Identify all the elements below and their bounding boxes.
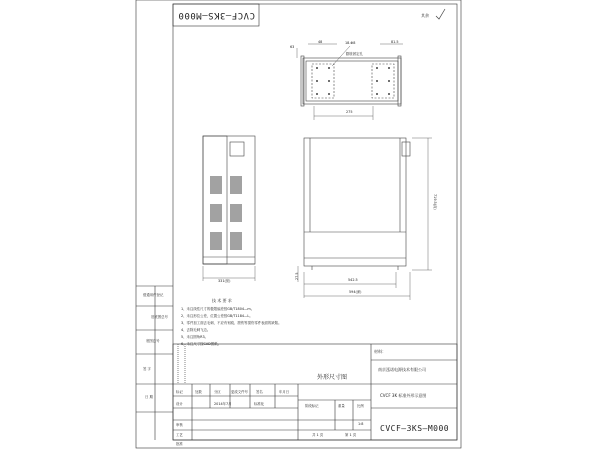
top-dim-275: 275 [346,110,353,114]
left-strip-0: 借通用件登记 [143,293,164,297]
tech-req-line-3: 4、去除毛刺飞边。 [181,328,211,332]
top-dim-holes: 18-Φ8 [345,41,356,45]
left-strip-3: 签 字 [143,367,151,371]
date-row-2: 2014年7月 [214,402,232,406]
sheet-number: 第 1 页 [345,433,357,437]
front-vents [210,176,242,250]
row-label-1: 工艺 [176,433,183,437]
front-width-dim: 331(宽) [218,279,231,283]
top-code-label: CVCF—3KS—M000 [178,10,255,20]
left-strip-4: 日 期 [145,395,153,399]
top-dim-48: 48 [318,40,323,44]
tech-req-line-0: 1、未注线性尺寸的极限偏差按GB/T1804—m。 [181,307,255,311]
header-0: 标记 [176,390,183,394]
side-depth-dim: 594(深) [349,290,362,294]
stage-label-0: 阶段标记 [305,404,319,408]
top-dim-81-5: 81.5 [391,40,399,44]
scale-value: 1:8 [358,422,364,426]
side-dim-542-5: 542.5 [348,278,358,282]
drawing-code: CVCF—3KS—M000 [380,424,450,433]
tech-req-line-2: 3、零件加工面去毛刺、不应有划痕、擦伤等损伤零件表面的缺陷。 [181,321,282,325]
company-name: 南京泓诺电源技术有限公司 [378,367,426,372]
stage-label-2: 比例 [357,404,364,408]
sheet-total: 共 1 页 [312,433,324,437]
stage-label-1: 重量 [338,404,345,408]
header-4: 签名 [256,390,263,394]
drawing-name: 外形尺寸图 [317,374,348,381]
surface-mark-label: 其余 [421,13,429,18]
left-strip-1: 旧底图总号 [151,315,168,319]
tech-req-line-1: 2、未注形位公差，位置公差按GB/T1184—L。 [181,314,253,318]
tech-req-line-4: 5、未注圆角R3。 [181,335,209,339]
left-strip-2: 底图总号 [146,339,160,343]
top-view-holes [316,67,390,95]
header-2: 分区 [214,390,221,394]
row-label-2: 批准 [176,442,183,446]
header-3: 更改文件号 [231,390,248,394]
row-label-0: 审核 [176,423,183,427]
top-hole-note: 膨胀固定孔 [346,52,363,56]
date-row-3: 标准化 [254,402,265,406]
side-base-dim: 27.5 [295,272,299,280]
material-header: 材料： [374,349,386,354]
side-height-dim: 719.5(高) [433,194,437,210]
tech-req-title: 技 术 要 求 [212,298,232,303]
header-5: 年月日 [279,390,290,394]
top-dim-63: 63 [290,45,295,49]
date-row-0: 设计 [176,402,183,406]
header-1: 处数 [195,390,202,394]
product-title: CVCF 3K 标准外形示意图 [380,393,427,398]
tech-req-line-5: 6、未注尺寸按CAD图纸。 [181,342,221,346]
